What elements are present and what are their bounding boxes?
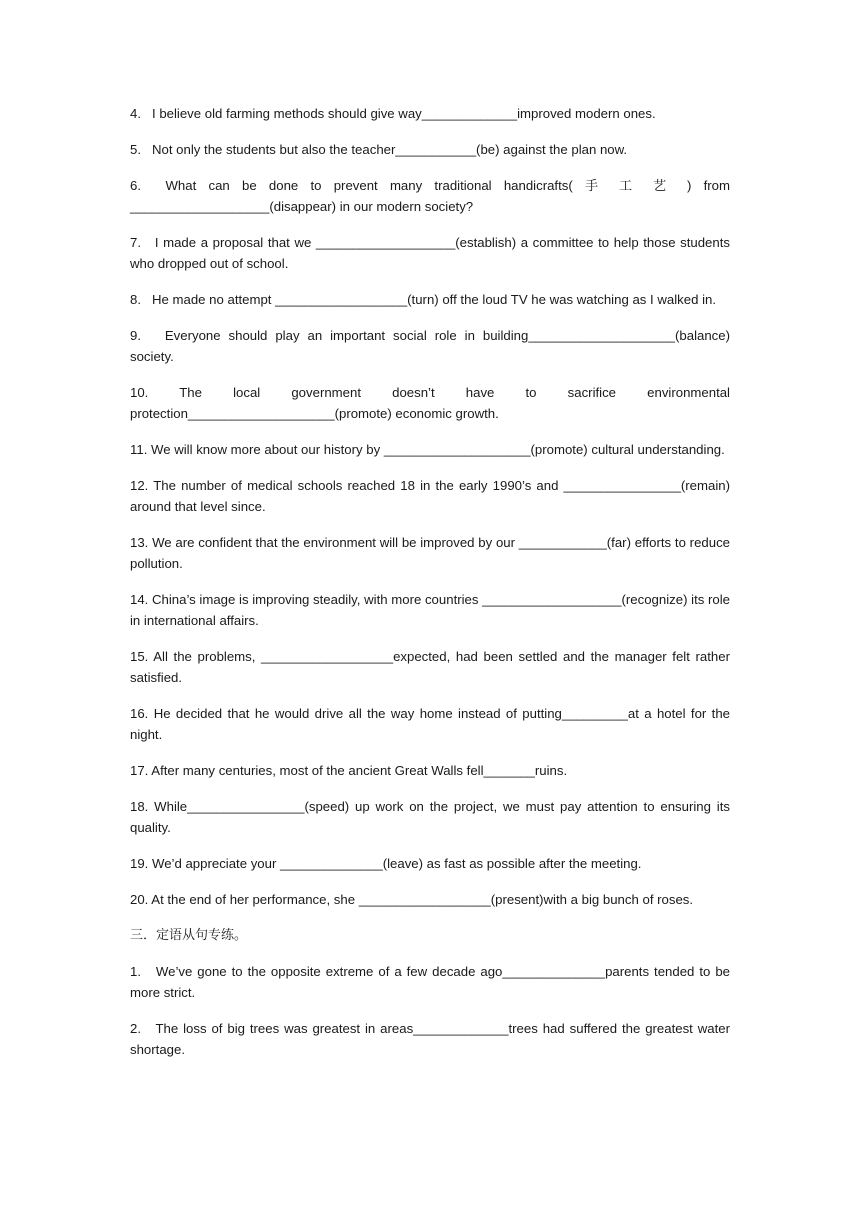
document-page: [130, 103, 730, 1075]
exercise-item: 7. I made a proposal that we ___________________(establish) a committee to help those students who dropped out of school.: [130, 235, 730, 271]
exercise-item: 16. He decided that he would drive all the way home instead of putting_________at a hotel for the night.: [130, 706, 730, 742]
exercise-list: [130, 103, 730, 910]
exercise-item: 15. All the problems, __________________expected, had been settled and the manager felt rather satisfied.: [130, 649, 730, 685]
section-heading: 三．定语从句专练。: [130, 928, 248, 943]
exercise-item: 14. China’s image is improving steadily, with more countries ___________________(recognize) its role in international affairs.: [130, 592, 730, 628]
exercise-item: 10. The local government doesn’t have to sacrifice environmental protection____________________(promote) economic growth.: [130, 385, 730, 421]
exercise-item: 9. Everyone should play an important social role in building____________________(balance) society.: [130, 328, 730, 364]
exercise-item: 11. We will know more about our history by ____________________(promote) cultural understanding.: [130, 442, 725, 457]
exercise-item: 4. I believe old farming methods should give way_____________improved modern ones.: [130, 106, 656, 121]
exercise-item: 17. After many centuries, most of the ancient Great Walls fell_______ruins.: [130, 763, 568, 778]
exercise-item: 8. He made no attempt __________________(turn) off the loud TV he was watching as I walked in.: [130, 292, 717, 307]
exercise-item: 12. The number of medical schools reached 18 in the early 1990’s and ________________(remain) around that level since.: [130, 478, 730, 514]
exercise-item: 20. At the end of her performance, she __________________(present)with a big bunch of roses.: [130, 892, 694, 907]
exercise-item: 5. Not only the students but also the teacher___________(be) against the plan now.: [130, 142, 628, 157]
section-exercise-list: [130, 961, 730, 1060]
exercise-item: 19. We’d appreciate your ______________(leave) as fast as possible after the meeting.: [130, 856, 642, 871]
exercise-item: 6. What can be done to prevent many traditional handicrafts( 手 工 艺 ) from ___________________(disappear) in our modern society?: [130, 178, 730, 214]
exercise-item: 1. We’ve gone to the opposite extreme of a few decade ago______________parents tended to be more strict.: [130, 964, 730, 1000]
exercise-item: 18. While________________(speed) up work on the project, we must pay attention to ensuring its quality.: [130, 799, 730, 835]
exercise-item: 13. We are confident that the environment will be improved by our ____________(far) efforts to reduce pollution.: [130, 535, 730, 571]
exercise-item: 2. The loss of big trees was greatest in areas_____________trees had suffered the greatest water shortage.: [130, 1021, 730, 1057]
